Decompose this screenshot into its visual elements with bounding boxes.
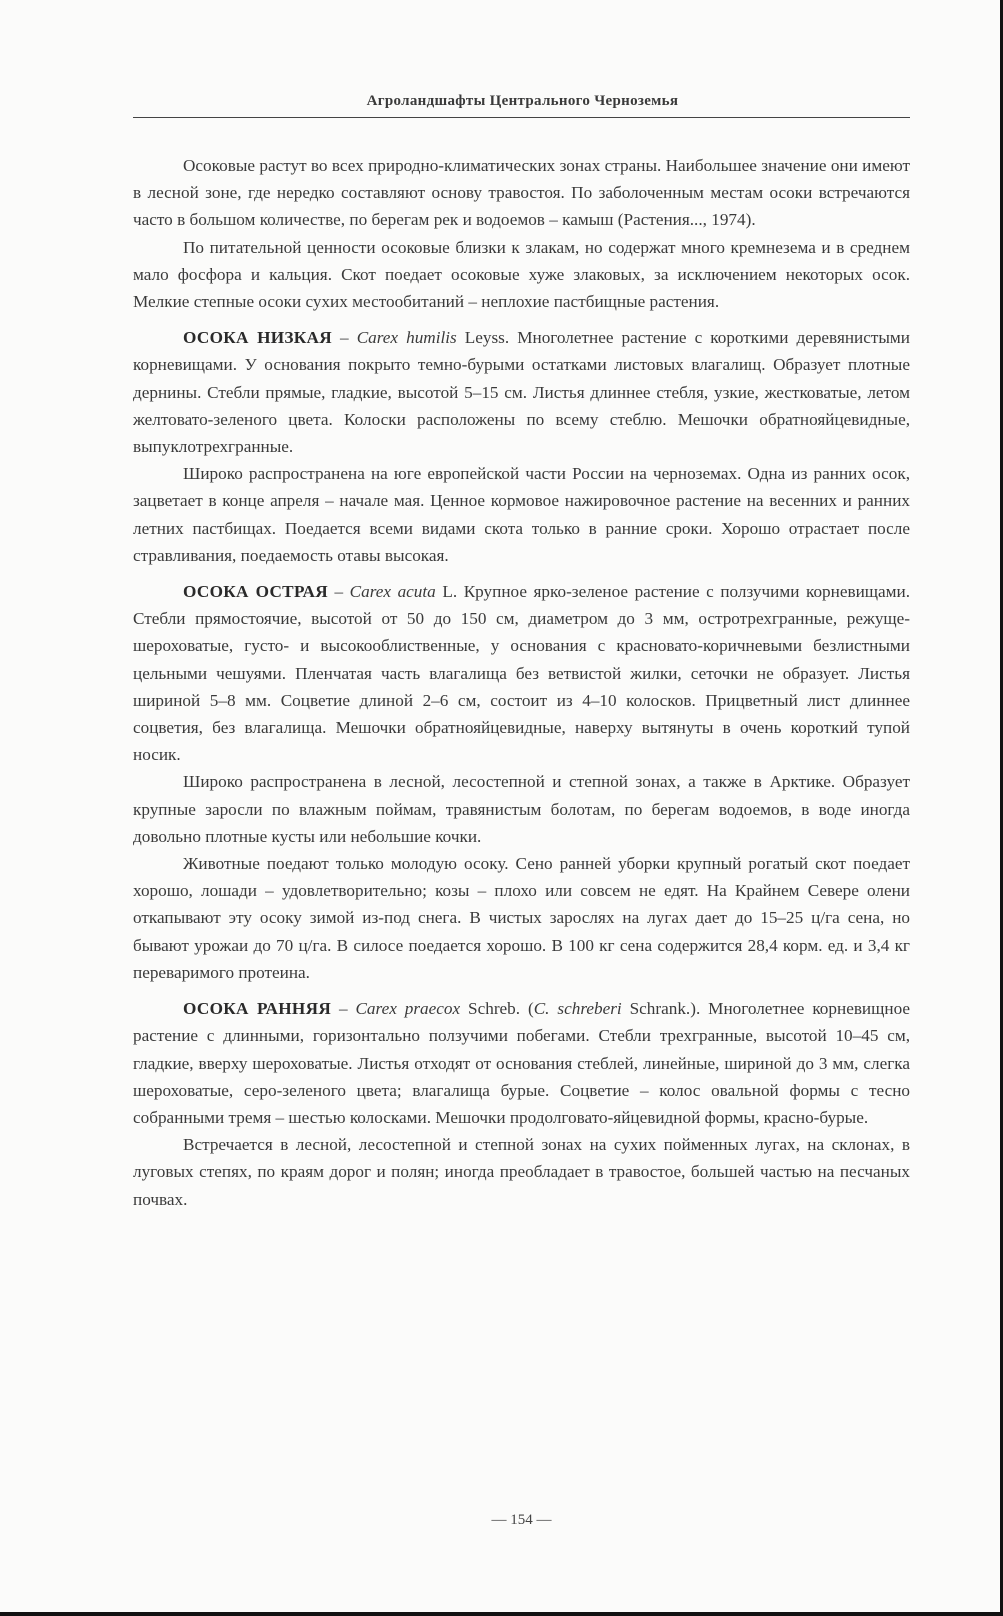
species-name-latin: Carex acuta <box>349 582 436 602</box>
species-author: Schreb. ( <box>460 999 534 1019</box>
species-synonym-author: Schrank.). <box>621 999 701 1019</box>
paragraph-acuta-use: Животные поедают только молодую осоку. Сено ранней уборки крупный рогатый скот поедает хорошо, лошади – удовлетворительно; козы – плохо или совсем не едят. На Крайнем Севере олени откапывают эту осоку зимой из-под снега. В чистых зарослях на лугах дает до 15–25 ц/га сена, но бывают урожаи до 70 ц/га. В силосе поедается хорошо. В 100 кг сена содержится 28,4 корм. ед. и 3,4 кг переваримого протеина. <box>133 854 910 982</box>
paragraph-praecox-range: Встречается в лесной, лесостепной и степной зонах на сухих пойменных лугах, на склонах, в луговых степях, по краям дорог и полян; иногда преобладает в травостое, большей частью на песчаных почвах. <box>133 1135 910 1209</box>
species-description: Многолетнее растение с короткими деревянистыми корневищами. У основания покрыто темно-бурыми остатками листовых влагалищ. Образует плотные дернины. Стебли прямые, гладкие, высотой 5–15 см. Листья длиннее стебля, узкие, жестковатые, летом желтовато-зеленого цвета. Колоски расположены по всему стеблю. Мешочки обратнояйцевидные, выпуклотрехгранные. <box>133 328 911 457</box>
paragraph-intro-1: Осоковые растут во всех природно-климатических зонах страны. Наибольшее значение они имеют в лесной зоне, где нередко составляют основу травостоя. По заболоченным местам осоки встречаются часто в большом количестве, по берегам рек и водоемов – камыш (Растения..., 1974). <box>133 156 910 230</box>
species-dash: – <box>331 999 356 1019</box>
page-number: — 154 — <box>491 1512 552 1528</box>
species-author: L. <box>435 582 458 602</box>
species-dash: – <box>327 582 350 602</box>
paragraph-intro-2: По питательной ценности осоковые близки к злакам, но содержат много кремнезема и в среднем мало фосфора и кальция. Скот поедает осоковые хуже злаковых, за исключением некоторых осок. Мелкие степные осоки сухих местообитаний – неплохие пастбищные растения. <box>133 237 910 312</box>
paragraph-acuta-range: Широко распространена в лесной, лесостепной и степной зонах, а также в Арктике. Образует крупные заросли по влажным поймам, травянистым болотам, по берегам водоемов, в воде иногда довольно плотные кусты или небольшие кочки. <box>133 772 910 846</box>
species-entry-praecox <box>133 995 910 1131</box>
species-name-ru: ОСОКА ОСТРАЯ <box>183 582 328 602</box>
paragraph-humilis-range: Широко распространена на юге европейской части России на черноземах. Одна из ранних осок, зацветает в конце апреля – начале мая. Ценное кормовое нажировочное растение на весенних и ранних летних пастбищах. Поедается всеми видами скота только в ранние сроки. Хорошо отрастает после стравливания, поедаемость отавы высокая. <box>133 464 910 565</box>
species-name-ru: ОСОКА РАННЯЯ <box>183 999 332 1019</box>
species-synonym-latin: C. schreberi <box>533 999 622 1019</box>
species-entry-humilis <box>133 324 910 460</box>
species-author: Leyss. <box>456 328 510 348</box>
header-rule <box>133 117 910 118</box>
species-name-ru: ОСОКА НИЗКАЯ <box>183 328 332 348</box>
species-name-latin: Carex praecox <box>355 999 461 1019</box>
body-text <box>133 152 910 1213</box>
species-entry-acuta <box>133 578 910 768</box>
species-dash: – <box>331 328 357 348</box>
species-name-latin: Carex humilis <box>356 328 457 348</box>
scan-edge-bottom <box>0 1612 1003 1616</box>
running-header: Агроландшафты Центрального Черноземья <box>366 93 679 109</box>
species-description: Крупное ярко-зеленое растение с ползучими корневищами. Стебли прямостоячие, высотой от 50 до 150 см, диаметром до 3 мм, остротрехгранные, режуще-шероховатые, густо- и высокооблиственные, у основания с красновато-коричневыми безлистными цельными чешуями. Пленчатая часть влагалища без ветвистой жилки, сеточки не образует. Листья шириной 5–8 мм. Соцветие длиной 2–6 см, состоит из 4–10 колосков. Прицветный лист длиннее соцветия, без влагалища. Мешочки обратнояйцевидные, наверху вытянуты в очень короткий тупой носик. <box>133 582 911 765</box>
species-description: Многолетнее корневищное растение с длинными, горизонтально ползучими побегами. Стебли трехгранные, высотой 10–45 см, гладкие, вверху шероховатые. Листья отходят от основания стеблей, линейные, шириной до 3 мм, слегка шероховатые, серо-зеленого цвета; влагалища бурые. Соцветие – колос овальной формы с тесно собранными тремя – шестью колосками. Мешочки продолговато-яйцевидной формы, красно-бурые. <box>133 999 910 1127</box>
